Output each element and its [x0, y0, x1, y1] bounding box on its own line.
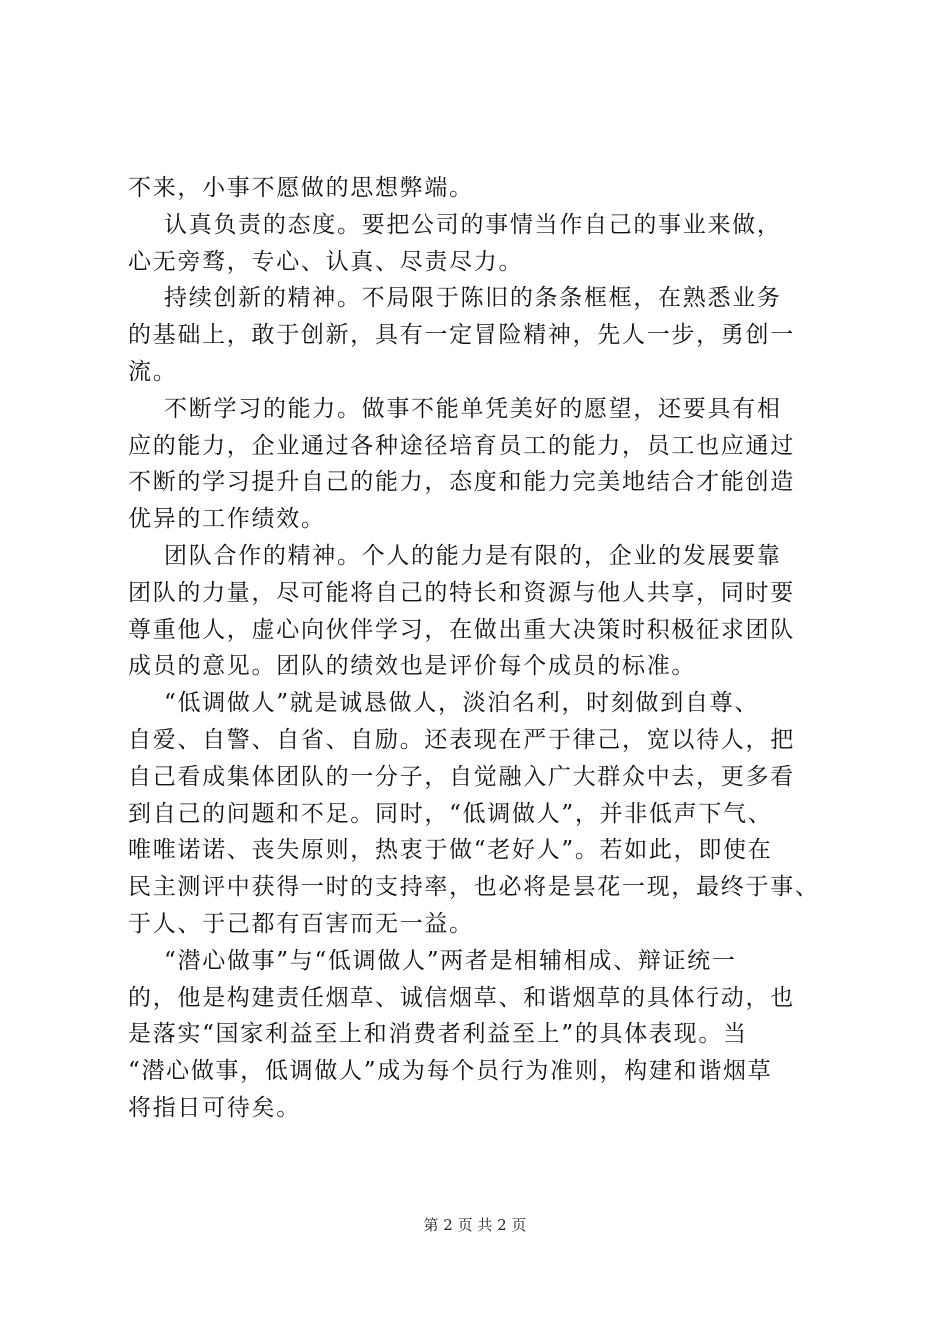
text-line: 持续创新的精神。不局限于陈旧的条条框框，在熟悉业务	[128, 285, 782, 312]
text-line: 团队的力量，尽可能将自己的特长和资源与他人共享，同时要	[128, 579, 795, 606]
text-line: 到自己的问题和不足。同时，“低调做人”，并非低声下气、	[128, 800, 773, 827]
text-line: 于人、于己都有百害而无一益。	[128, 910, 474, 937]
text-line: 应的能力，企业通过各种途径培育员工的能力，员工也应通过	[128, 432, 795, 459]
text-line: “低调做人”就是诚恳做人，淡泊名利，时刻做到自尊、	[128, 690, 760, 717]
text-line: 民主测评中获得一时的支持率，也必将是昙花一现，最终于事、	[128, 874, 820, 901]
text-line: 唯唯诺诺、丧失原则，热衷于做“老好人”。若如此，即使在	[128, 837, 773, 864]
page-number-footer: 第 2 页 共 2 页	[423, 1216, 527, 1234]
text-line: 优异的工作绩效。	[128, 506, 326, 533]
text-line: 团队合作的精神。个人的能力是有限的，企业的发展要靠	[128, 542, 782, 569]
text-line: 成员的意见。团队的绩效也是评价每个成员的标准。	[128, 653, 697, 680]
text-line: 的，他是构建责任烟草、诚信烟草、和谐烟草的具体行动，也	[128, 984, 795, 1011]
text-line: 心无旁骛，专心、认真、尽责尽力。	[128, 248, 524, 275]
text-line: 不断学习的能力。做事不能单凭美好的愿望，还要具有相	[128, 395, 782, 422]
text-line: “潜心做事，低调做人”成为每个员行为准则，构建和谐烟草	[128, 1058, 773, 1085]
text-line: 尊重他人，虚心向伙伴学习，在做出重大决策时积极征求团队	[128, 616, 795, 643]
text-line: 流。	[128, 358, 178, 385]
text-line: 认真负责的态度。要把公司的事情当作自己的事业来做，	[128, 211, 782, 238]
text-line: 自爱、自警、自省、自励。还表现在严于律己，宽以待人，把	[128, 726, 795, 753]
text-line: 将指日可待矣。	[128, 1094, 301, 1121]
text-line: 的基础上，敢于创新，具有一定冒险精神，先人一步，勇创一	[128, 322, 795, 349]
body-text	[128, 170, 828, 1127]
text-line: 不来，小事不愿做的思想弊端。	[128, 175, 474, 201]
text-line: 自己看成集体团队的一分子，自觉融入广大群众中去，更多看	[128, 763, 795, 790]
text-line: 是落实“国家利益至上和消费者利益至上”的具体表现。当	[128, 1021, 748, 1048]
text-line: 不断的学习提升自己的能力，态度和能力完美地结合才能创造	[128, 469, 795, 496]
text-line: “潜心做事”与“低调做人”两者是相辅相成、辩证统一	[128, 947, 737, 974]
